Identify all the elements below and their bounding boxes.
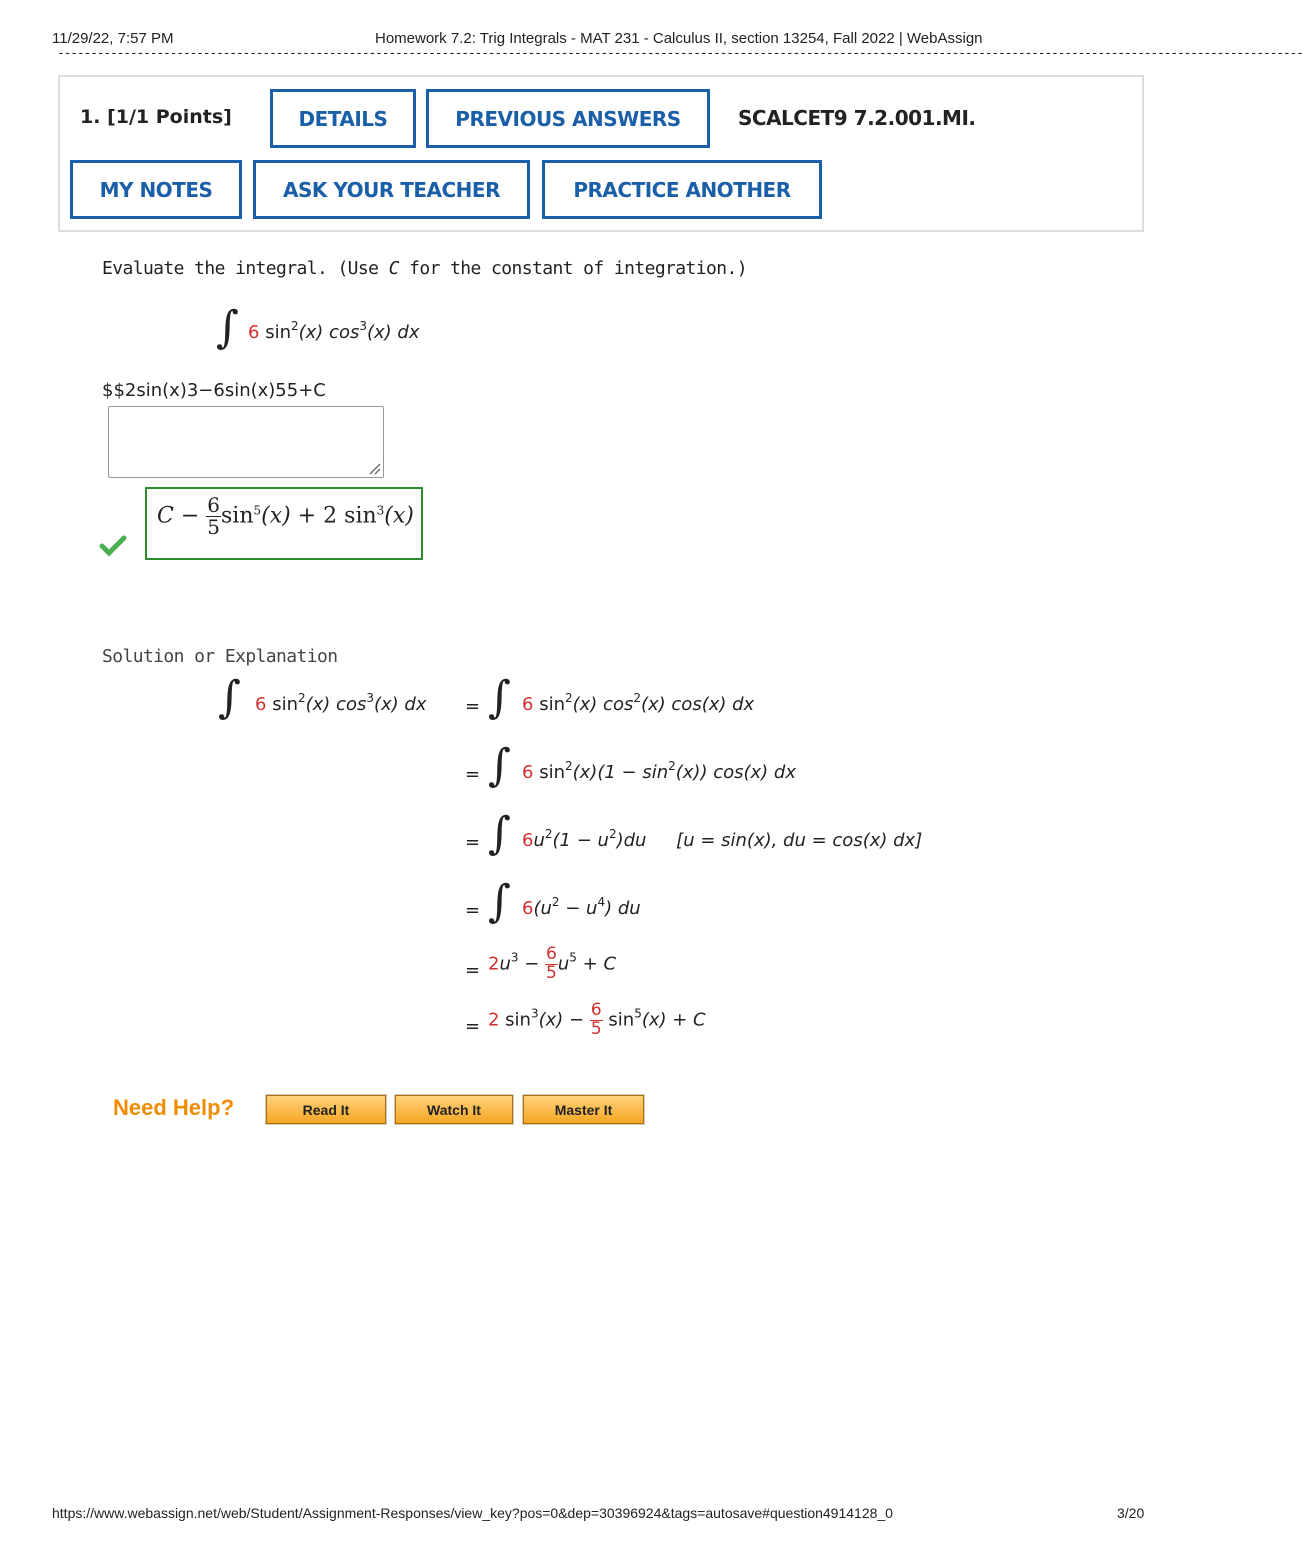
step6-b: (x) −	[538, 1009, 590, 1031]
step2-e1: 2	[564, 759, 573, 773]
step3-c: )du	[616, 830, 647, 851]
problem-id: SCALCET9 7.2.001.MI.	[738, 106, 976, 130]
step5-coef: 2	[488, 953, 500, 975]
checkmark-icon	[100, 535, 126, 559]
step5-c: + C	[576, 953, 617, 975]
integral-sign: ∫	[216, 302, 239, 353]
lhs-e2: 3	[366, 691, 374, 705]
answer-input[interactable]	[108, 406, 384, 478]
prompt-text-before: Evaluate the integral. (Use	[102, 258, 389, 279]
integral-exp2: 3	[359, 319, 367, 333]
resize-handle-icon[interactable]	[367, 461, 381, 475]
integral-mid: (x) cos	[298, 322, 360, 343]
prompt-c-symbol: C	[388, 258, 399, 279]
lhs-coef: 6	[255, 694, 267, 715]
prompt-text-after: for the constant of integration.)	[398, 258, 747, 279]
step5-a: u	[499, 953, 511, 975]
step3-a: u	[533, 830, 545, 851]
step4-c: ) du	[605, 898, 641, 919]
answer-minus: −	[180, 503, 200, 529]
answer-frac-den: 5	[207, 515, 221, 539]
step1-e2: 2	[633, 691, 641, 705]
step5-b: u	[557, 953, 570, 975]
step6-e1: 3	[530, 1006, 539, 1021]
step3-e1: 2	[544, 827, 553, 841]
answer-c: C	[157, 503, 174, 529]
step5-e2: 5	[569, 950, 577, 965]
step6-e2: 5	[634, 1006, 642, 1021]
integral-sign: ∫	[488, 808, 511, 859]
answer-exp3: 3	[376, 503, 385, 518]
step5-minus: −	[518, 953, 546, 975]
question-number	[80, 106, 232, 128]
integral-sin: sin	[265, 322, 291, 343]
step4-e2: 4	[597, 895, 606, 909]
step6-c: sin	[602, 1009, 635, 1031]
answer-sin5: sin	[221, 503, 254, 529]
equals-sign: =	[465, 764, 481, 785]
answer-x1: (x)	[261, 503, 291, 529]
solution-lhs	[255, 691, 427, 715]
raw-answer-text: $$2sin(x)3−6sin(x)55+C	[102, 380, 326, 401]
equals-sign: =	[465, 960, 481, 981]
answer-x2: (x)	[384, 503, 414, 529]
solution-heading: Solution or Explanation	[102, 646, 338, 667]
step6-fraction	[590, 1002, 603, 1039]
step1-coef: 6	[522, 694, 534, 715]
equals-sign: =	[465, 696, 481, 717]
master-it-button[interactable]: Master It	[523, 1095, 644, 1124]
step1-c: (x) cos(x) dx	[640, 694, 755, 715]
submitted-answer-math	[157, 495, 414, 538]
integral-end: (x) dx	[366, 322, 420, 343]
solution-step-2	[522, 759, 796, 783]
answer-plus-term: + 2 sin	[297, 503, 377, 529]
step6-a: sin	[499, 1009, 531, 1031]
step4-e1: 2	[551, 895, 560, 909]
step3-coef: 6	[522, 830, 534, 851]
solution-step-3	[522, 827, 923, 851]
step5-num: 6	[546, 944, 557, 964]
lhs-c: (x) dx	[373, 694, 427, 715]
print-datetime: 11/29/22, 7:57 PM	[52, 30, 174, 47]
step4-coef: 6	[522, 898, 534, 919]
footer-page-number: 3/20	[1117, 1505, 1145, 1521]
separator-line: --------------------------------------------------------------------------------------------------------------------------------------------------------------------------------------------	[57, 46, 1303, 61]
solution-step-5	[488, 946, 616, 983]
lhs-a: sin	[272, 694, 298, 715]
step2-coef: 6	[522, 762, 534, 783]
step6-den: 5	[590, 1018, 602, 1039]
step4-b: − u	[559, 898, 598, 919]
step3-e2: 2	[608, 827, 617, 841]
question-points: [1/1 Points]	[107, 106, 232, 128]
equals-sign: =	[465, 900, 481, 921]
step6-coef: 2	[488, 1009, 500, 1031]
question-prompt	[102, 258, 747, 279]
step5-den: 5	[546, 962, 557, 983]
step6-num: 6	[590, 1000, 602, 1020]
lhs-b: (x) cos	[305, 694, 367, 715]
step1-e1: 2	[564, 691, 573, 705]
ask-your-teacher-button[interactable]: ASK YOUR TEACHER	[253, 160, 530, 219]
integral-sign: ∫	[488, 876, 511, 927]
equals-sign: =	[465, 832, 481, 853]
question-index: 1.	[80, 106, 101, 128]
print-page-title: Homework 7.2: Trig Integrals - MAT 231 - Calculus II, section 13254, Fall 2022 | WebAssign	[375, 30, 983, 47]
step6-d: (x) + C	[641, 1009, 706, 1031]
step2-e2: 2	[668, 759, 676, 773]
submitted-answer-box	[145, 487, 423, 560]
solution-step-6	[488, 1002, 706, 1039]
integral-sign: ∫	[488, 740, 511, 791]
previous-answers-button[interactable]: PREVIOUS ANSWERS	[426, 89, 710, 148]
integral-expression	[248, 319, 420, 343]
step2-c: (x)) cos(x) dx	[675, 762, 796, 783]
watch-it-button[interactable]: Watch It	[395, 1095, 513, 1124]
equals-sign: =	[465, 1016, 481, 1037]
lhs-e1: 2	[297, 691, 306, 705]
solution-step-1	[522, 691, 755, 715]
practice-another-button[interactable]: PRACTICE ANOTHER	[542, 160, 822, 219]
my-notes-button[interactable]: MY NOTES	[70, 160, 242, 219]
read-it-button[interactable]: Read It	[266, 1095, 386, 1124]
step5-e1: 3	[510, 950, 519, 965]
integral-sign: ∫	[218, 672, 241, 723]
step1-b: (x) cos	[572, 694, 634, 715]
step2-a: sin	[539, 762, 565, 783]
step3-b: (1 − u	[552, 830, 609, 851]
step4-a: (u	[533, 898, 552, 919]
substitution-note: [u = sin(x), du = cos(x) dx]	[676, 830, 923, 851]
answer-fraction	[206, 495, 221, 538]
integral-exp1: 2	[290, 319, 299, 333]
integral-coefficient: 6	[248, 322, 260, 343]
step5-fraction	[545, 946, 558, 983]
details-button[interactable]: DETAILS	[270, 89, 416, 148]
solution-step-4	[522, 895, 641, 919]
answer-frac-num: 6	[207, 493, 221, 517]
need-help-label: Need Help?	[113, 1095, 235, 1120]
integral-sign: ∫	[488, 672, 511, 723]
answer-exp5: 5	[253, 503, 262, 518]
footer-url: https://www.webassign.net/web/Student/Assignment-Responses/view_key?pos=0&dep=30396924&tags=autosave#question4914128_0	[52, 1505, 893, 1521]
step1-a: sin	[539, 694, 565, 715]
step2-b: (x)(1 − sin	[572, 762, 669, 783]
